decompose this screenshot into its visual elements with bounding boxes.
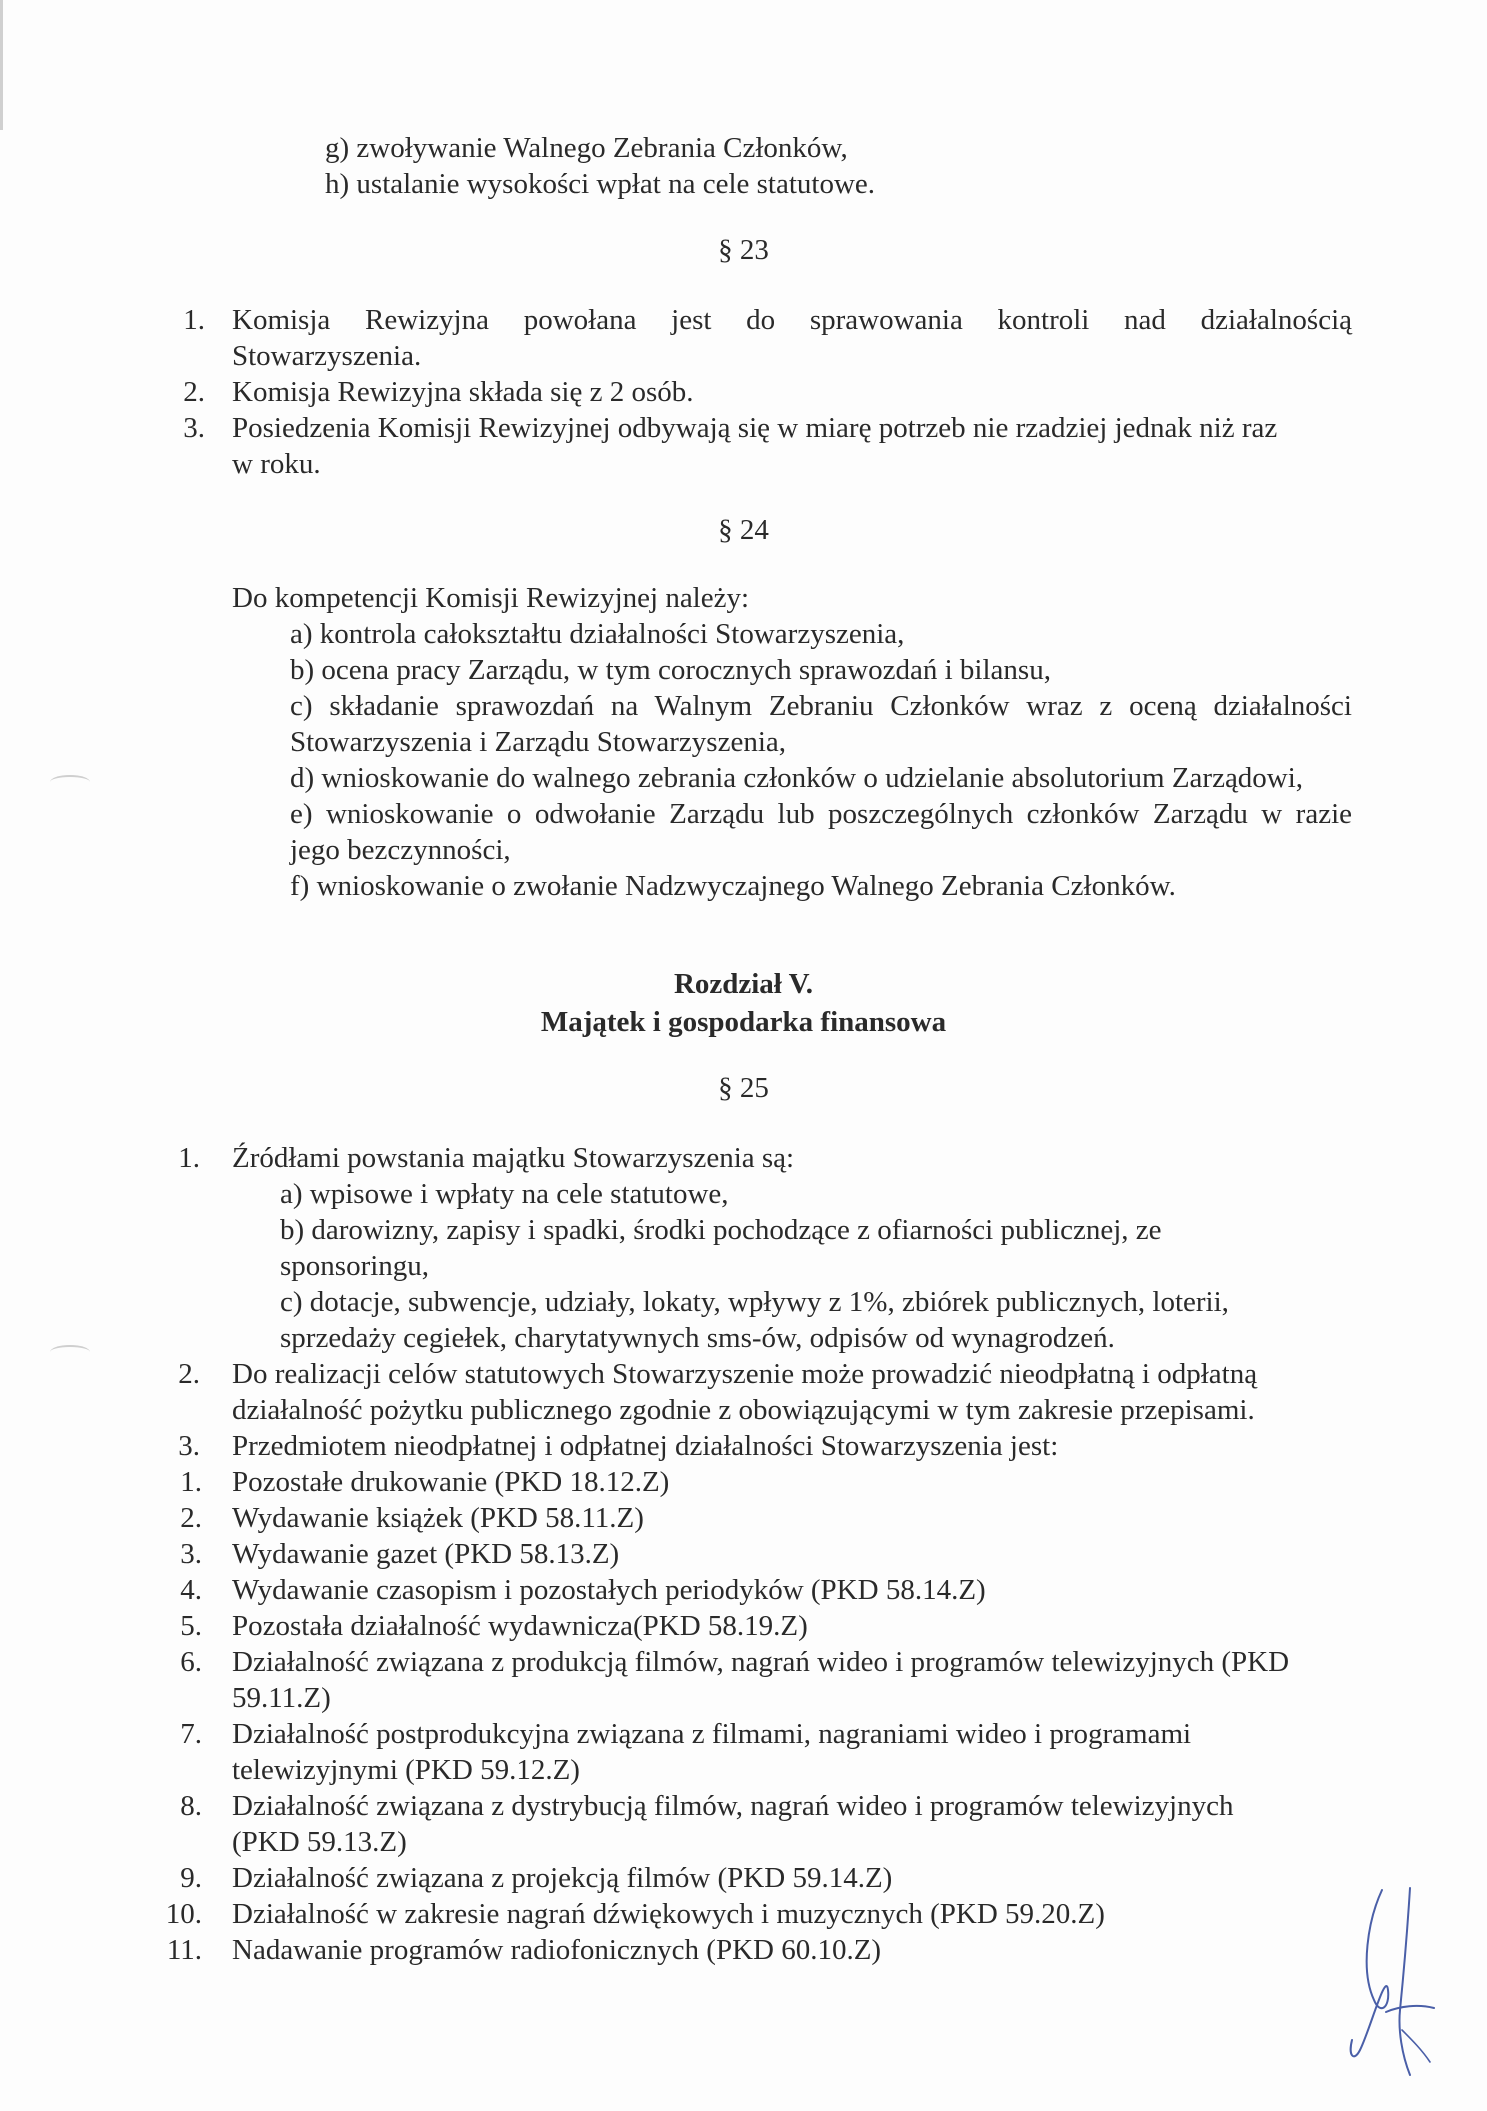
punch-hole-mark (50, 1345, 90, 1359)
s24-intro: Do kompetencji Komisji Rewizyjnej należy: (232, 582, 750, 614)
s23-item-1: Komisja Rewizyjna powołana jest do sprawowania kontroli nad działalnością (232, 304, 1352, 336)
pkd-item: Pozostała działalność wydawnicza(PKD 58.19.Z) (232, 1610, 808, 1642)
s25-item-c-cont: sprzedaży cegiełek, charytatywnych sms-ów, odpisów od wynagrodzeń. (280, 1322, 1115, 1354)
s25-point-number: 1. (178, 1142, 200, 1174)
s23-item-3-cont: w roku. (232, 448, 321, 480)
pkd-item-number: 6. (180, 1646, 202, 1678)
s25-point-number: 3. (178, 1430, 200, 1462)
s24-item-e: e) wnioskowanie o odwołanie Zarządu lub poszczególnych członków Zarządu w razie (290, 798, 1352, 830)
section-24-heading: § 24 (718, 514, 769, 546)
pkd-item-number: 10. (165, 1898, 202, 1930)
s25-point-2: Do realizacji celów statutowych Stowarzyszenie może prowadzić nieodpłatną i odpłatną (232, 1358, 1258, 1390)
pkd-item: Nadawanie programów radiofonicznych (PKD 60.10.Z) (232, 1934, 882, 1966)
handwritten-signature (1330, 1880, 1450, 2080)
s24-item-d: d) wnioskowanie do walnego zebrania członków o udzielanie absolutorium Zarządowi, (290, 762, 1304, 794)
s24-item-a: a) kontrola całokształtu działalności Stowarzyszenia, (290, 618, 905, 650)
pkd-item: Działalność w zakresie nagrań dźwiękowych i muzycznych (PKD 59.20.Z) (232, 1898, 1105, 1930)
s25-item-a: a) wpisowe i wpłaty na cele statutowe, (280, 1178, 729, 1210)
s24-item-f: f) wnioskowanie o zwołanie Nadzwyczajnego Walnego Zebrania Członków. (290, 870, 1176, 902)
pkd-item-number: 11. (166, 1934, 202, 1966)
s23-item-1-cont: Stowarzyszenia. (232, 340, 422, 372)
pkd-item-cont: 59.11.Z) (232, 1682, 331, 1714)
s25-point-3: Przedmiotem nieodpłatnej i odpłatnej działalności Stowarzyszenia jest: (232, 1430, 1059, 1462)
chapter-subtitle: Majątek i gospodarka finansowa (540, 1006, 947, 1038)
pkd-item: Pozostałe drukowanie (PKD 18.12.Z) (232, 1466, 670, 1498)
pkd-item-number: 5. (180, 1610, 202, 1642)
pkd-item: Wydawanie książek (PKD 58.11.Z) (232, 1502, 644, 1534)
pkd-item: Działalność związana z produkcją filmów, nagrań wideo i programów telewizyjnych (PKD (232, 1646, 1290, 1678)
s23-item-2: Komisja Rewizyjna składa się z 2 osób. (232, 376, 694, 408)
s23-item-number: 1. (183, 304, 205, 336)
s24-item-c-cont: Stowarzyszenia i Zarządu Stowarzyszenia, (290, 726, 787, 758)
pkd-item-number: 4. (180, 1574, 202, 1606)
punch-hole-mark (50, 775, 90, 789)
pkd-item-number: 8. (180, 1790, 202, 1822)
s24-item-e-cont: jego bezczynności, (290, 834, 511, 866)
section-23-heading: § 23 (718, 234, 769, 266)
scan-edge-line (0, 0, 3, 130)
pkd-item: Działalność związana z dystrybucją filmów, nagrań wideo i programów telewizyjnych (232, 1790, 1234, 1822)
pkd-item: Wydawanie gazet (PKD 58.13.Z) (232, 1538, 620, 1570)
pkd-item-cont: telewizyjnymi (PKD 59.12.Z) (232, 1754, 580, 1786)
s23-item-3: Posiedzenia Komisji Rewizyjnej odbywają się w miarę potrzeb nie rzadziej jednak niż raz (232, 412, 1278, 444)
s25-item-b: b) darowizny, zapisy i spadki, środki pochodzące z ofiarności publicznej, ze (280, 1214, 1162, 1246)
list-item-g: g) zwoływanie Walnego Zebrania Członków, (325, 132, 848, 164)
pkd-item-number: 3. (180, 1538, 202, 1570)
s25-point-2-cont: działalność pożytku publicznego zgodnie z obowiązującymi w tym zakresie przepisami. (232, 1394, 1255, 1426)
s24-item-b: b) ocena pracy Zarządu, w tym corocznych sprawozdań i bilansu, (290, 654, 1051, 686)
s23-item-number: 2. (183, 376, 205, 408)
s25-item-c: c) dotacje, subwencje, udziały, lokaty, wpływy z 1%, zbiórek publicznych, loterii, (280, 1286, 1229, 1318)
pkd-item: Wydawanie czasopism i pozostałych periodyków (PKD 58.14.Z) (232, 1574, 986, 1606)
pkd-item-number: 7. (180, 1718, 202, 1750)
pkd-item: Działalność postprodukcyjna związana z filmami, nagraniami wideo i programami (232, 1718, 1192, 1750)
s23-item-number: 3. (183, 412, 205, 444)
pkd-item-number: 2. (180, 1502, 202, 1534)
s25-point-number: 2. (178, 1358, 200, 1390)
pkd-item-number: 9. (180, 1862, 202, 1894)
s25-point-1: Źródłami powstania majątku Stowarzyszenia są: (232, 1142, 795, 1174)
s24-item-c: c) składanie sprawozdań na Walnym Zebraniu Członków wraz z oceną działalności (290, 690, 1352, 722)
list-item-h: h) ustalanie wysokości wpłat na cele statutowe. (325, 168, 876, 200)
pkd-item-cont: (PKD 59.13.Z) (232, 1826, 407, 1858)
pkd-item: Działalność związana z projekcją filmów (PKD 59.14.Z) (232, 1862, 893, 1894)
chapter-title: Rozdział V. (673, 968, 814, 1000)
section-25-heading: § 25 (718, 1072, 769, 1104)
pkd-item-number: 1. (180, 1466, 202, 1498)
s25-item-b-cont: sponsoringu, (280, 1250, 430, 1282)
